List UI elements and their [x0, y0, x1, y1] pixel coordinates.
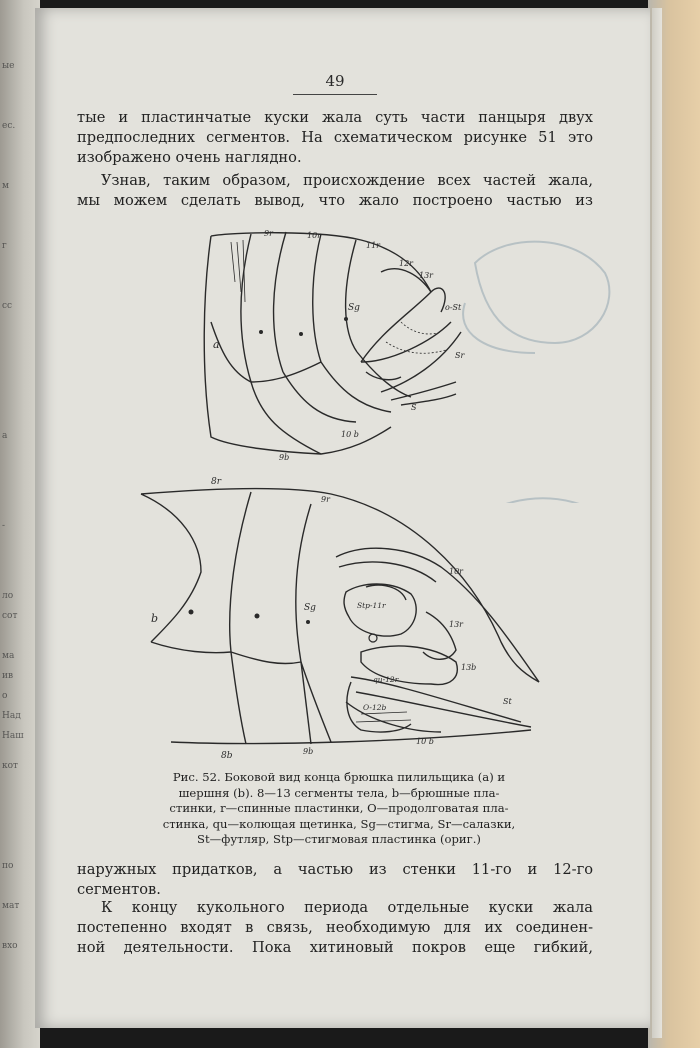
- left-fragment: ма: [2, 651, 15, 661]
- figure-label: Sr: [455, 351, 465, 360]
- left-fragment: Наш: [2, 731, 24, 741]
- figure-dot: [344, 317, 348, 321]
- text-line: изображено очень наглядно.: [77, 149, 302, 166]
- figure-label: 13r: [419, 271, 434, 280]
- figure-label: 11r: [366, 241, 381, 250]
- figure-label: 10 b: [341, 430, 359, 439]
- left-fragment: кот: [2, 761, 19, 771]
- figure-dot: [299, 332, 303, 336]
- text-line: ной деятельности. Пока хитиновый покров еще гибкий,: [77, 939, 593, 956]
- caption-line: St—футляр, Stp—стигмовая пластинка (ориг.): [197, 832, 481, 846]
- figure-dot: [259, 330, 263, 334]
- left-fragment: а: [2, 431, 8, 441]
- left-fragment: -: [2, 521, 6, 531]
- figure-52-drawing: [111, 222, 591, 762]
- figure-label: 8b: [221, 751, 233, 761]
- paragraph-3: [77, 860, 593, 900]
- page-number: 49: [325, 72, 345, 90]
- figure-label: 9b: [303, 747, 314, 756]
- left-fragment: по: [2, 861, 14, 871]
- figure-dot: [189, 610, 194, 615]
- figure-label: 10r: [307, 231, 322, 240]
- left-fragment: м: [2, 181, 10, 191]
- figure-label: 9b: [279, 453, 290, 462]
- figure-dot: [255, 614, 260, 619]
- figure-dot: [306, 620, 310, 624]
- figure-label: o-St: [445, 303, 462, 312]
- figure-label: 12r: [399, 259, 414, 268]
- paragraph-4: [77, 898, 593, 958]
- figure-a-sawfly: [204, 232, 461, 454]
- figure-label: O-12b: [363, 703, 387, 712]
- left-fragment: г: [2, 241, 7, 251]
- text-line: мы можем сделать вывод, что жало построено частью из: [77, 192, 593, 209]
- text-line: наружных придатков, а частью из стенки 11-го и 12-го: [77, 861, 593, 878]
- figure-label: 10 b: [416, 737, 434, 746]
- left-fragment: ив: [2, 671, 14, 681]
- figure-label: 13b: [461, 663, 477, 672]
- figure-label: 8r: [211, 477, 222, 487]
- left-fragment: сс: [2, 301, 13, 311]
- book-page: [35, 8, 650, 1028]
- left-fragment: ес.: [2, 121, 16, 131]
- page-stack-edge: [648, 0, 700, 1048]
- figure-label: S: [411, 403, 417, 412]
- left-page-edge: [0, 0, 40, 1048]
- text-line: Узнав, таким образом, происхождение всех частей жала,: [101, 172, 593, 189]
- left-fragment: о: [2, 691, 8, 701]
- left-fragment: вхо: [2, 941, 18, 951]
- text-line: постепенно входят в связь, необходимую для их соединен-: [77, 919, 593, 936]
- caption-line: шершня (b). 8—13 сегменты тела, b—брюшные пла-: [178, 785, 500, 800]
- figure-caption: [119, 770, 559, 848]
- left-fragment: сот: [2, 611, 18, 621]
- page-number-rule: [293, 94, 377, 95]
- text-line: тые и пластинчатые куски жала суть части панцыря двух: [77, 109, 593, 126]
- figure-label: 9r: [321, 495, 330, 504]
- figure-label: qu-12r: [373, 675, 399, 684]
- figure-label: Sg: [348, 303, 360, 313]
- left-fragment: мат: [2, 901, 20, 911]
- left-fragment: ые: [2, 61, 15, 71]
- figure-label: Sg: [304, 603, 316, 613]
- figure-label: 10r: [449, 567, 464, 576]
- left-fragment: ло: [2, 591, 14, 601]
- text-line: К концу кукольного периода отдельные куски жала: [101, 899, 593, 916]
- paragraph-1: [77, 108, 593, 168]
- caption-line: стинка, qu—колющая щетинка, Sg—стигма, Sr—салазки,: [162, 816, 516, 831]
- text-line: сегментов.: [77, 881, 161, 898]
- figure-label: 9r: [264, 229, 273, 238]
- left-fragment: Над: [2, 711, 21, 721]
- caption-line: Рис. 52. Боковой вид конца брюшка пилильщика (а) и: [172, 770, 506, 784]
- figure-label: 13r: [449, 620, 464, 629]
- figure-b-letter: b: [151, 612, 159, 625]
- caption-line: стинки, r—спинные пластинки, O—продолговатая пла-: [169, 801, 509, 815]
- figure-label: Stp-11r: [357, 601, 386, 610]
- paragraph-2: [77, 171, 593, 211]
- figure-b-hornet: [141, 489, 539, 744]
- figure-label: St: [503, 697, 512, 706]
- stigma-mark: [369, 634, 377, 642]
- figure-a-letter: a: [213, 338, 220, 351]
- text-line: предпоследних сегментов. На схематическом рисунке 51 это: [77, 129, 593, 146]
